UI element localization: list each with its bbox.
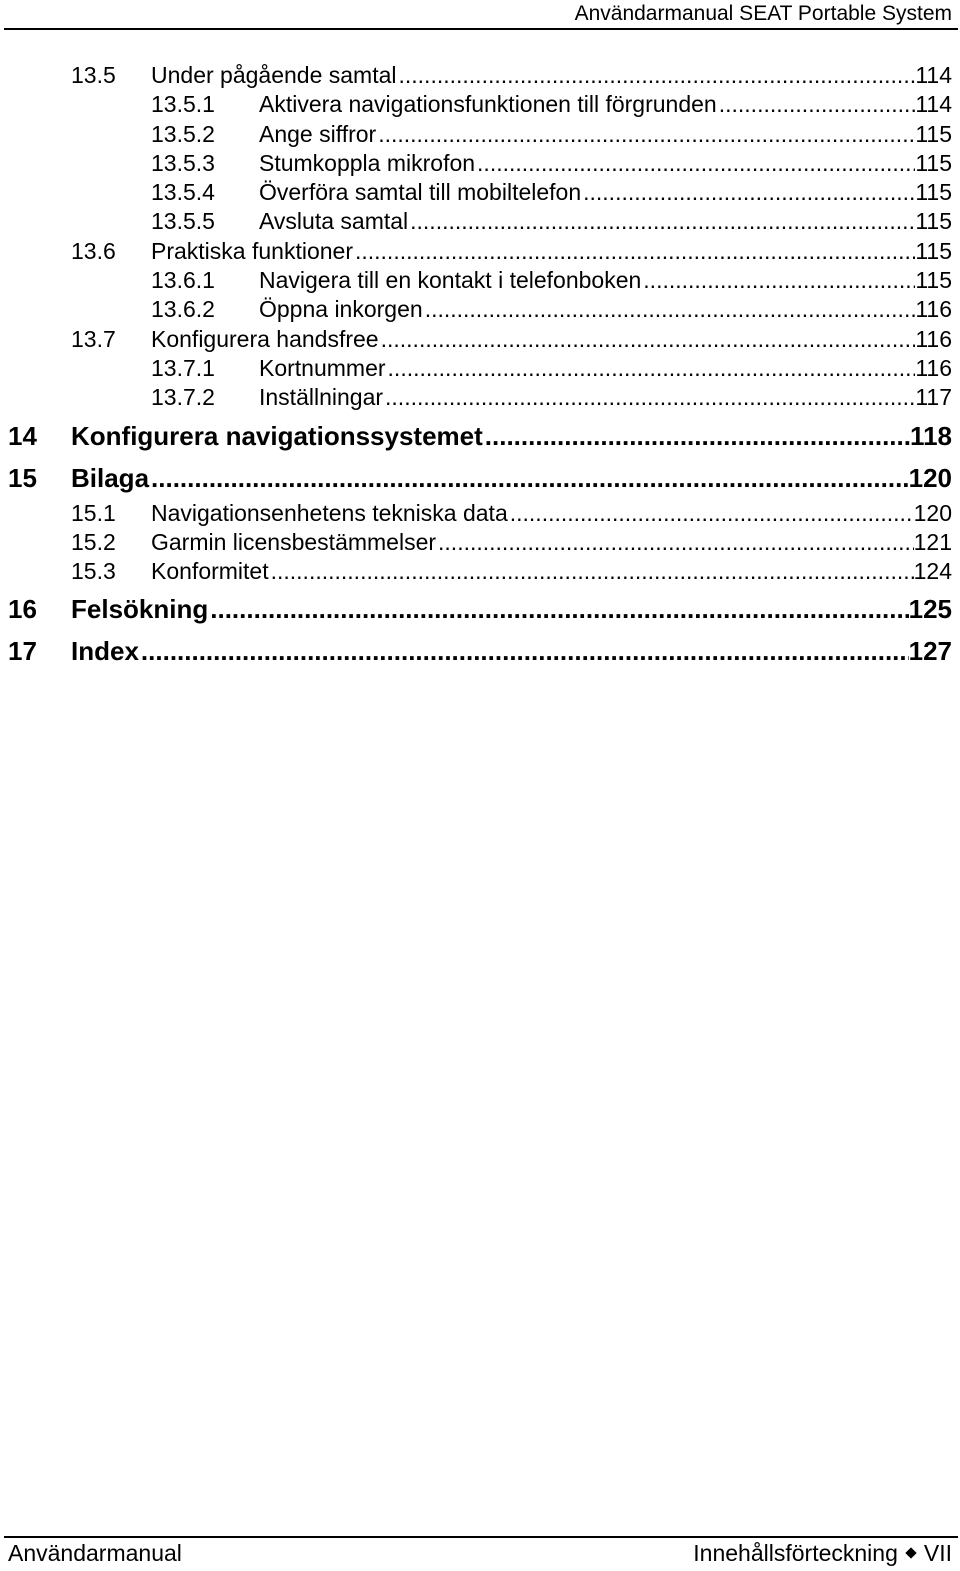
- toc-entry-number: 13.5.2: [151, 120, 215, 147]
- toc-entry-title: Stumkoppla mikrofon: [259, 149, 476, 176]
- toc-entry[interactable]: [0, 178, 960, 207]
- toc-entry-page: 115: [915, 237, 952, 264]
- toc-entry[interactable]: [0, 457, 960, 499]
- header-rule: [4, 28, 958, 30]
- toc-entry-page: 115: [915, 208, 952, 235]
- toc-dot-leader: [425, 295, 916, 324]
- toc-dot-leader: [210, 593, 908, 625]
- toc-entry-number: 14: [8, 420, 37, 451]
- toc-entry-number: 13.7.1: [151, 354, 215, 381]
- toc-entry[interactable]: [0, 207, 960, 236]
- toc-entry-number: 16: [8, 594, 37, 625]
- toc-entry-number: 13.5.4: [151, 179, 215, 206]
- toc-entry-title: Öppna inkorgen: [259, 296, 423, 323]
- toc-entry-title: Ange siffror: [259, 120, 377, 147]
- toc-entry-page: 114: [915, 62, 952, 88]
- toc-entry-number: 13.5: [71, 62, 116, 88]
- toc-dot-leader: [378, 120, 915, 149]
- toc-entry[interactable]: [0, 630, 960, 672]
- toc-dot-leader: [583, 178, 915, 207]
- toc-dot-leader: [388, 354, 916, 383]
- table-of-contents: [0, 61, 960, 672]
- toc-entry-page: 116: [915, 354, 952, 381]
- toc-entry[interactable]: [0, 325, 960, 354]
- toc-dot-leader: [355, 237, 915, 266]
- toc-dot-leader: [399, 61, 916, 90]
- toc-entry[interactable]: [0, 383, 960, 412]
- toc-entry-title: Konfigurera handsfree: [151, 325, 379, 352]
- toc-dot-leader: [385, 383, 915, 412]
- toc-entry-page: 115: [915, 179, 952, 206]
- toc-entry-page: 120: [913, 499, 952, 526]
- toc-entry-page: 116: [915, 325, 952, 352]
- toc-entry[interactable]: [0, 237, 960, 266]
- toc-entry-page: 125: [908, 594, 952, 625]
- toc-entry-title: Konformitet: [151, 558, 269, 585]
- toc-dot-leader: [151, 462, 909, 494]
- toc-dot-leader: [438, 528, 914, 557]
- toc-entry-title: Under pågående samtal: [151, 62, 397, 88]
- toc-entry-number: 13.6.2: [151, 296, 215, 323]
- toc-entry[interactable]: [0, 528, 960, 557]
- toc-entry-page: 117: [915, 384, 952, 411]
- toc-entry-title: Navigationsenhetens tekniska data: [151, 499, 508, 526]
- toc-dot-leader: [381, 325, 916, 354]
- toc-dot-leader: [410, 207, 915, 236]
- toc-entry-title: Kortnummer: [259, 354, 386, 381]
- toc-entry-title: Inställningar: [259, 384, 384, 411]
- toc-entry[interactable]: [0, 415, 960, 457]
- toc-entry[interactable]: [0, 557, 960, 586]
- toc-entry-page: 116: [915, 296, 952, 323]
- toc-entry[interactable]: [0, 588, 960, 630]
- toc-dot-leader: [271, 557, 914, 586]
- toc-entry-number: 15.1: [71, 499, 116, 526]
- toc-dot-leader: [643, 266, 915, 295]
- running-header: Användarmanual SEAT Portable System: [574, 2, 952, 25]
- toc-entry-title: Garmin licensbestämmelser: [151, 528, 437, 555]
- toc-entry[interactable]: [0, 499, 960, 528]
- toc-entry-page: 120: [908, 462, 952, 493]
- footer-page-number: VII: [923, 1540, 952, 1566]
- footer-section-label: Innehållsförteckning: [693, 1540, 898, 1566]
- toc-entry-title: Bilaga: [71, 462, 150, 493]
- toc-entry-title: Felsökning: [71, 594, 209, 625]
- toc-dot-leader: [141, 635, 909, 667]
- toc-entry-title: Navigera till en kontakt i telefonboken: [259, 267, 642, 294]
- toc-entry-title: Aktivera navigationsfunktionen till förgrunden: [259, 91, 717, 118]
- toc-entry-number: 15: [8, 462, 37, 493]
- toc-entry-number: 13.6: [71, 237, 116, 264]
- toc-entry-page: 127: [908, 636, 952, 667]
- toc-entry-number: 13.5.3: [151, 149, 215, 176]
- toc-entry-number: 15.2: [71, 528, 116, 555]
- toc-entry-page: 115: [915, 120, 952, 147]
- toc-entry[interactable]: [0, 295, 960, 324]
- toc-entry-number: 13.5.1: [151, 91, 215, 118]
- footer-right: [693, 1540, 952, 1566]
- toc-entry[interactable]: [0, 61, 960, 90]
- toc-entry-title: Avsluta samtal: [259, 208, 409, 235]
- toc-entry-number: 13.7: [71, 325, 116, 352]
- toc-entry[interactable]: [0, 120, 960, 149]
- toc-dot-leader: [485, 420, 910, 452]
- toc-entry[interactable]: [0, 354, 960, 383]
- toc-entry-page: 115: [915, 267, 952, 294]
- toc-entry[interactable]: [0, 90, 960, 119]
- toc-dot-leader: [477, 149, 915, 178]
- toc-entry-title: Överföra samtal till mobiltelefon: [259, 179, 582, 206]
- diamond-bullet-icon: [905, 1548, 916, 1559]
- toc-entry-page: 124: [913, 558, 952, 585]
- toc-entry-title: Praktiska funktioner: [151, 237, 353, 264]
- toc-entry-number: 13.5.5: [151, 208, 215, 235]
- toc-entry-page: 121: [913, 528, 952, 555]
- toc-entry-title: Konfigurera navigationssystemet: [71, 420, 483, 451]
- toc-entry-page: 115: [915, 149, 952, 176]
- toc-entry-number: 13.6.1: [151, 267, 215, 294]
- toc-entry[interactable]: [0, 149, 960, 178]
- footer-left-text: Användarmanual: [8, 1540, 182, 1566]
- toc-entry-page: 114: [915, 91, 952, 118]
- toc-entry[interactable]: [0, 266, 960, 295]
- toc-entry-number: 17: [8, 636, 37, 667]
- toc-entry-number: 15.3: [71, 558, 116, 585]
- toc-entry-title: Index: [71, 636, 139, 667]
- footer-rule: [4, 1536, 958, 1538]
- toc-dot-leader: [719, 90, 916, 119]
- toc-entry-number: 13.7.2: [151, 384, 215, 411]
- toc-entry-page: 118: [910, 420, 952, 451]
- toc-dot-leader: [510, 499, 914, 528]
